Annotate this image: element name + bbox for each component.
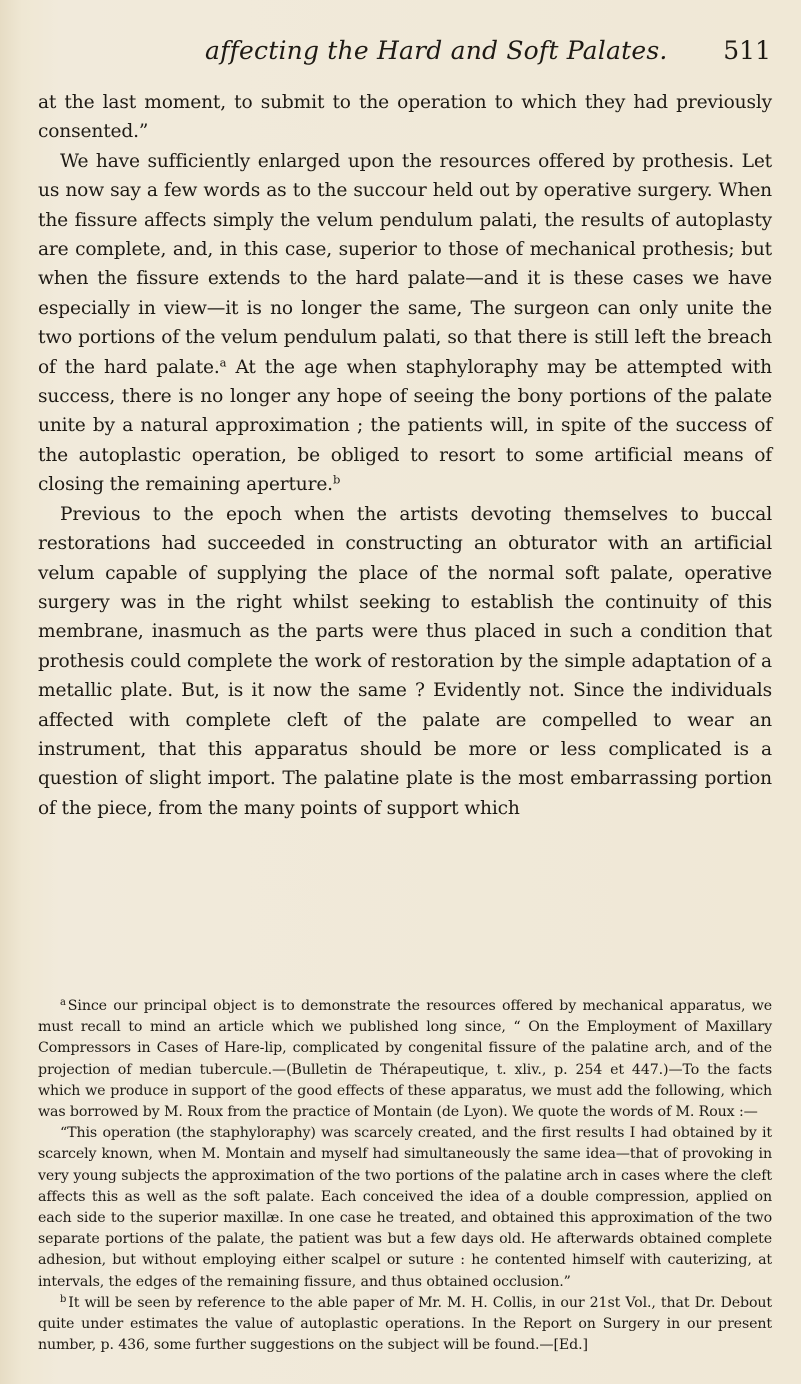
paragraph-2 — [38, 147, 772, 500]
paragraph-3: Previous to the epoch when the artists devoting themselves to buccal restorations had succeeded in constructing an obturator with an artificial velum capable of supplying the place of the normal soft palate, operative surgery was in the right whilst seeking to establish the continuity of this membrane, inasmuch as the parts were thus placed in such a condition that prothesis could complete the work of restoration by the simple adaptation of a metallic plate. But, is it now the same ? Evidently not. Since the individuals affected with complete cleft of the palate are compelled to wear an instrument, that this apparatus should be more or less complicated is a question of slight import. The palatine plate is the most embarrassing portion of the piece, from the many points of support which — [38, 503, 772, 819]
footnote-a-quote: “This operation (the staphyloraphy) was scarcely created, and the first results I had obtained by it scarcely known, when M. Montain and myself had simultaneously the same idea—that of provoking in very young subjects the approximation of the two portions of the palatine arch in cases where the cleft affects this as well as the soft palate. Each conceived the idea of a double compression, applied on each side to the superior maxillæ. In one case he treated, and obtained this approximation of the two separate portions of the palate, the patient was but a few days old. He afterwards obtained complete adhesion, but without employing either scalpel or suture : he contented himself with cauterizing, at intervals, the edges of the remaining fissure, and thus obtained occlusion.” — [38, 1125, 772, 1290]
page-number: 511 — [723, 36, 771, 65]
paragraph-2-part-1: We have sufficiently enlarged upon the resources offered by prothesis. Let us now say a few words as to the succour held out by operative surgery. When the fissure affects simply the velum pendulum palati, the results of autoplasty are complete, and, in this case, superior to those of mechanical prothesis; but when the fissure extends to the hard palate—and it is these cases we have especially in view—it is no longer the same, The surgeon can only unite the two portions of the velum pendulum palati, so that there is still left the breach of the hard palate. — [38, 150, 772, 378]
body-text — [38, 88, 772, 823]
footnote-b — [38, 1293, 772, 1357]
paragraph-1: at the last moment, to submit to the operation to which they had previously consented.” — [38, 92, 772, 143]
footnote-ref-b: b — [332, 472, 341, 487]
footnotes — [38, 996, 772, 1356]
footnote-b-marker: b — [60, 1293, 67, 1305]
footnote-ref-a: a — [219, 355, 227, 370]
page-header — [0, 36, 801, 76]
paragraph-2-part-2: At the age when staphyloraphy may be attempted with success, there is no longer any hope of seeing the bony portions of the palate unite by a natural approximation ; the patients will, in spite of the success of the autoplastic operation, be obliged to resort to some artificial means of closing the remaining aperture. — [38, 356, 773, 496]
footnote-b-text: It will be seen by reference to the able paper of Mr. M. H. Collis, in our 21st Vol., that Dr. Debout quite under estimates the value of autoplastic operations. In the Report on Surgery in our present number, p. 436, some further suggestions on the subject will be found.—[Ed.] — [38, 1294, 772, 1354]
footnote-a-text: Since our principal object is to demonstrate the resources offered by mechanical apparatus, we must recall to mind an article which we published long since, “ On the Employment of Maxillary Compressors in Cases of Hare-lip, complicated by congenital fissure of the palatine arch, and of the projection of median tubercule.—(Bulletin de Thérapeutique, t. xliv., p. 254 et 447.)—To the facts which we produce in support of the good effects of these apparatus, we must add the following, which was borrowed by M. Roux from the practice of Montain (de Lyon). We quote the words of M. Roux :— — [38, 998, 772, 1121]
footnote-a — [38, 996, 772, 1123]
running-title: affecting the Hard and Soft Palates. — [205, 36, 668, 65]
footnote-a-marker: a — [60, 997, 66, 1009]
